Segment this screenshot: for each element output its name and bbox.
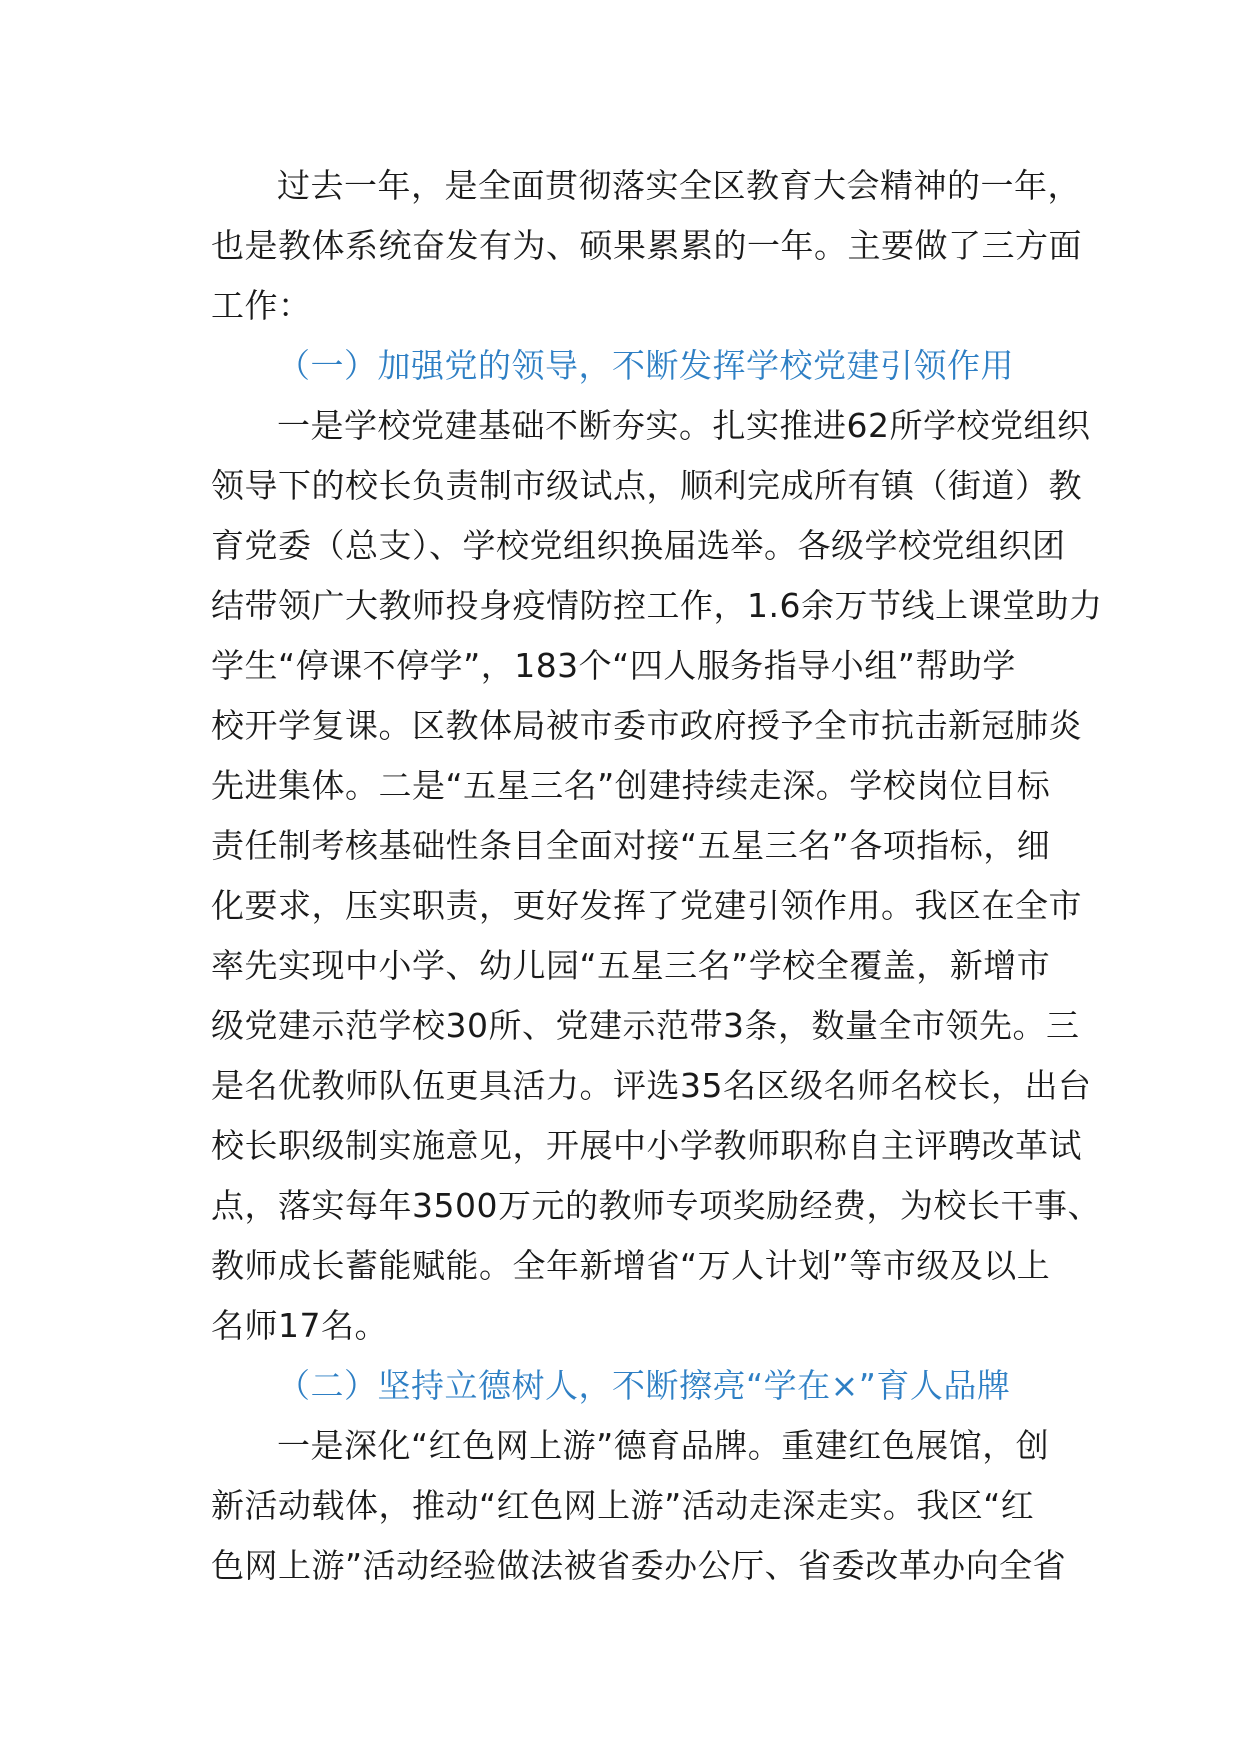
- paragraph-line: 校开学复课。区教体局被市委市政府授予全市抗击新冠肺炎: [211, 706, 1082, 745]
- paragraph-line: 化要求，压实职责，更好发挥了党建引领作用。我区在全市: [211, 886, 1082, 925]
- paragraph-line: 点，落实每年3500万元的教师专项奖励经费，为校长干事、: [211, 1186, 1101, 1225]
- paragraph-line: 结带领广大教师投身疫情防控工作，1.6余万节线上课堂助力: [211, 586, 1103, 625]
- paragraph-line: 一是深化“红色网上游”德育品牌。重建红色展馆，创: [277, 1426, 1050, 1465]
- section-heading-line: （一）加强党的领导，不断发挥学校党建引领作用: [277, 346, 1014, 385]
- paragraph-line: 学生“停课不停学”，183个“四人服务指导小组”帮助学: [211, 646, 1016, 685]
- paragraph-line: 也是教体系统奋发有为、硕果累累的一年。主要做了三方面: [211, 226, 1082, 265]
- paragraph-line: 是名优教师队伍更具活力。评选35名区级名师名校长，出台: [211, 1066, 1092, 1105]
- paragraph-line: 一是学校党建基础不断夯实。扎实推进62所学校党组织: [277, 406, 1091, 445]
- paragraph-line: 色网上游”活动经验做法被省委办公厅、省委改革办向全省: [211, 1546, 1067, 1585]
- document-body: [211, 156, 1111, 1596]
- section-heading-line: （二）坚持立德树人，不断擦亮“学在×”育人品牌: [277, 1366, 1011, 1405]
- paragraph-line: 教师成长蓄能赋能。全年新增省“万人计划”等市级及以上: [211, 1246, 1051, 1285]
- paragraph-line: 新活动载体，推动“红色网上游”活动走深走实。我区“红: [211, 1486, 1035, 1525]
- paragraph-line: 领导下的校长负责制市级试点，顺利完成所有镇（街道）教: [211, 466, 1082, 505]
- paragraph-line: 级党建示范学校30所、党建示范带3条，数量全市领先。三: [211, 1006, 1080, 1045]
- paragraph-line: 工作：: [211, 286, 312, 325]
- paragraph-line: 育党委（总支）、学校党组织换届选举。各级学校党组织团: [211, 526, 1066, 565]
- paragraph-line: 过去一年，是全面贯彻落实全区教育大会精神的一年，: [277, 166, 1081, 205]
- paragraph-line: 先进集体。二是“五星三名”创建持续走深。学校岗位目标: [211, 766, 1051, 805]
- paragraph-line: 率先实现中小学、幼儿园“五星三名”学校全覆盖，新增市: [211, 946, 1051, 985]
- paragraph-line: 名师17名。: [211, 1306, 388, 1345]
- paragraph-line: 责任制考核基础性条目全面对接“五星三名”各项指标，细: [211, 826, 1051, 865]
- paragraph-line: 校长职级制实施意见，开展中小学教师职称自主评聘改革试: [211, 1126, 1082, 1165]
